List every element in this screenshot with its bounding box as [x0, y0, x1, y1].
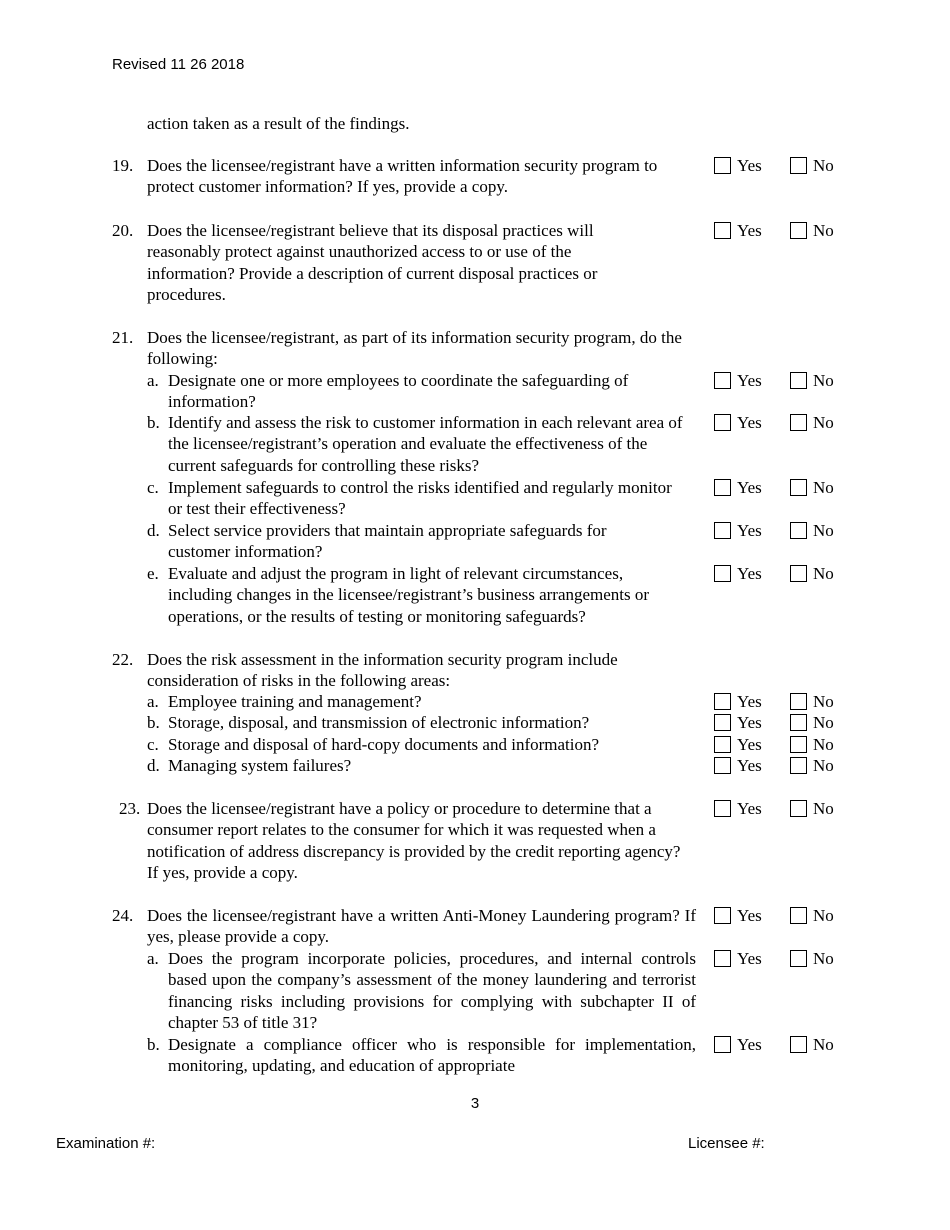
item-text: Implement safeguards to control the risks identified and regularly monitor or test their effectiveness? [168, 478, 672, 519]
no-option[interactable] [790, 370, 834, 391]
yes-option[interactable] [714, 412, 762, 433]
item-text: Employee training and management? [168, 692, 422, 711]
revision-date: Revised 11 26 2018 [112, 56, 245, 73]
yes-option[interactable] [714, 520, 762, 541]
yes-checkbox[interactable] [714, 736, 731, 753]
yes-label: Yes [737, 949, 762, 968]
yes-checkbox[interactable] [714, 372, 731, 389]
no-checkbox[interactable] [790, 907, 807, 924]
yes-option[interactable] [714, 734, 762, 755]
no-label: No [813, 756, 834, 775]
item-letter: c. [147, 735, 159, 754]
no-checkbox[interactable] [790, 414, 807, 431]
item-text: Designate a compliance officer who is responsible for implementation, monitoring, updating, and education of appropriate [168, 1035, 696, 1076]
yes-checkbox[interactable] [714, 907, 731, 924]
no-label: No [813, 371, 834, 390]
yes-checkbox[interactable] [714, 714, 731, 731]
yes-checkbox[interactable] [714, 157, 731, 174]
yes-checkbox[interactable] [714, 950, 731, 967]
question-text: Does the licensee/registrant have a policy or procedure to determine that a consumer report relates to the consumer for which it was requested when a notification of address discrepancy is provided by the credit reporting agency? If yes, provide a copy. [147, 799, 681, 883]
no-checkbox[interactable] [790, 736, 807, 753]
no-checkbox[interactable] [790, 157, 807, 174]
yes-checkbox[interactable] [714, 800, 731, 817]
yes-label: Yes [737, 799, 762, 818]
question-number: 21. [112, 328, 134, 347]
item-letter: b. [147, 1035, 160, 1054]
no-label: No [813, 413, 834, 432]
item-letter: c. [147, 478, 159, 497]
yes-label: Yes [737, 906, 762, 925]
no-option[interactable] [790, 520, 834, 541]
yes-option[interactable] [714, 948, 762, 969]
question-number: 19. [112, 156, 134, 175]
no-label: No [813, 692, 834, 711]
yes-option[interactable] [714, 370, 762, 391]
question-number: 23. [119, 799, 141, 818]
yes-option[interactable] [714, 1034, 762, 1055]
no-option[interactable] [790, 734, 834, 755]
no-label: No [813, 906, 834, 925]
item-text: Managing system failures? [168, 756, 352, 775]
item-text: Storage, disposal, and transmission of electronic information? [168, 713, 590, 732]
item-letter: d. [147, 756, 160, 775]
yes-label: Yes [737, 713, 762, 732]
yes-checkbox[interactable] [714, 414, 731, 431]
no-checkbox[interactable] [790, 950, 807, 967]
item-letter: a. [147, 949, 159, 968]
no-option[interactable] [790, 412, 834, 433]
yes-label: Yes [737, 221, 762, 240]
yes-checkbox[interactable] [714, 479, 731, 496]
item-text: Select service providers that maintain appropriate safeguards for customer information? [168, 521, 607, 562]
no-checkbox[interactable] [790, 372, 807, 389]
question-text: Does the licensee/registrant have a written Anti-Money Laundering program? If yes, please provide a copy. [147, 906, 696, 947]
no-option[interactable] [790, 563, 834, 584]
no-option[interactable] [790, 220, 834, 241]
question-text: Does the licensee/registrant believe that its disposal practices will reasonably protect against unauthorized access to or use of the information? Provide a description of current disposal practices or procedures. [147, 221, 598, 305]
no-checkbox[interactable] [790, 222, 807, 239]
item-letter: b. [147, 713, 160, 732]
question-number: 24. [112, 906, 134, 925]
no-checkbox[interactable] [790, 800, 807, 817]
no-label: No [813, 156, 834, 175]
no-option[interactable] [790, 798, 834, 819]
yes-option[interactable] [714, 798, 762, 819]
question-number: 22. [112, 650, 134, 669]
no-option[interactable] [790, 691, 834, 712]
yes-option[interactable] [714, 712, 762, 733]
licensee-number-label: Licensee #: [688, 1135, 765, 1152]
no-option[interactable] [790, 477, 834, 498]
yes-checkbox[interactable] [714, 522, 731, 539]
no-checkbox[interactable] [790, 565, 807, 582]
question-text: Does the risk assessment in the information security program include consideration of risks in the following areas: [147, 650, 618, 691]
yes-label: Yes [737, 1035, 762, 1054]
item-text: Storage and disposal of hard-copy documents and information? [168, 735, 600, 754]
no-label: No [813, 799, 834, 818]
yes-label: Yes [737, 564, 762, 583]
yes-option[interactable] [714, 220, 762, 241]
yes-label: Yes [737, 371, 762, 390]
no-checkbox[interactable] [790, 757, 807, 774]
yes-option[interactable] [714, 905, 762, 926]
question-text: Does the licensee/registrant have a written information security program to protect customer information? If yes, provide a copy. [147, 156, 658, 197]
no-checkbox[interactable] [790, 522, 807, 539]
yes-label: Yes [737, 756, 762, 775]
no-checkbox[interactable] [790, 1036, 807, 1053]
carryover-text: action taken as a result of the findings. [147, 114, 410, 133]
examination-number-label: Examination #: [56, 1135, 156, 1152]
item-text: Identify and assess the risk to customer information in each relevant area of the licensee/registrant’s operation and evaluate the effectiveness of the current safeguards for controlling these risks? [168, 413, 683, 475]
yes-label: Yes [737, 156, 762, 175]
yes-checkbox[interactable] [714, 693, 731, 710]
no-label: No [813, 564, 834, 583]
yes-label: Yes [737, 735, 762, 754]
item-letter: b. [147, 413, 160, 432]
yes-label: Yes [737, 478, 762, 497]
item-letter: e. [147, 564, 159, 583]
yes-option[interactable] [714, 755, 762, 776]
page-number: 3 [470, 1095, 480, 1112]
no-option[interactable] [790, 905, 834, 926]
no-checkbox[interactable] [790, 714, 807, 731]
item-text: Designate one or more employees to coordinate the safeguarding of information? [168, 371, 629, 412]
yes-checkbox[interactable] [714, 757, 731, 774]
no-option[interactable] [790, 755, 834, 776]
no-label: No [813, 949, 834, 968]
no-label: No [813, 713, 834, 732]
question-text: Does the licensee/registrant, as part of its information security program, do the following: [147, 328, 682, 369]
yes-option[interactable] [714, 691, 762, 712]
yes-checkbox[interactable] [714, 1036, 731, 1053]
no-label: No [813, 521, 834, 540]
no-label: No [813, 735, 834, 754]
item-text: Does the program incorporate policies, procedures, and internal controls based upon the company’s assessment of the money laundering and terrorist financing risks including provisions for complying with subchapter II of chapter 53 of title 31? [168, 949, 696, 1033]
no-label: No [813, 478, 834, 497]
item-letter: a. [147, 692, 159, 711]
question-number: 20. [112, 221, 134, 240]
no-checkbox[interactable] [790, 693, 807, 710]
yes-label: Yes [737, 521, 762, 540]
yes-option[interactable] [714, 477, 762, 498]
no-checkbox[interactable] [790, 479, 807, 496]
yes-option[interactable] [714, 563, 762, 584]
item-text: Evaluate and adjust the program in light of relevant circumstances, including changes in the licensee/registrant’s business arrangements or operations, or the results of testing or monitoring safeguards? [168, 564, 650, 626]
no-option[interactable] [790, 155, 834, 176]
yes-checkbox[interactable] [714, 565, 731, 582]
no-option[interactable] [790, 712, 834, 733]
no-label: No [813, 221, 834, 240]
yes-option[interactable] [714, 155, 762, 176]
item-letter: a. [147, 371, 159, 390]
yes-label: Yes [737, 413, 762, 432]
no-option[interactable] [790, 948, 834, 969]
no-option[interactable] [790, 1034, 834, 1055]
yes-checkbox[interactable] [714, 222, 731, 239]
yes-label: Yes [737, 692, 762, 711]
no-label: No [813, 1035, 834, 1054]
item-letter: d. [147, 521, 160, 540]
